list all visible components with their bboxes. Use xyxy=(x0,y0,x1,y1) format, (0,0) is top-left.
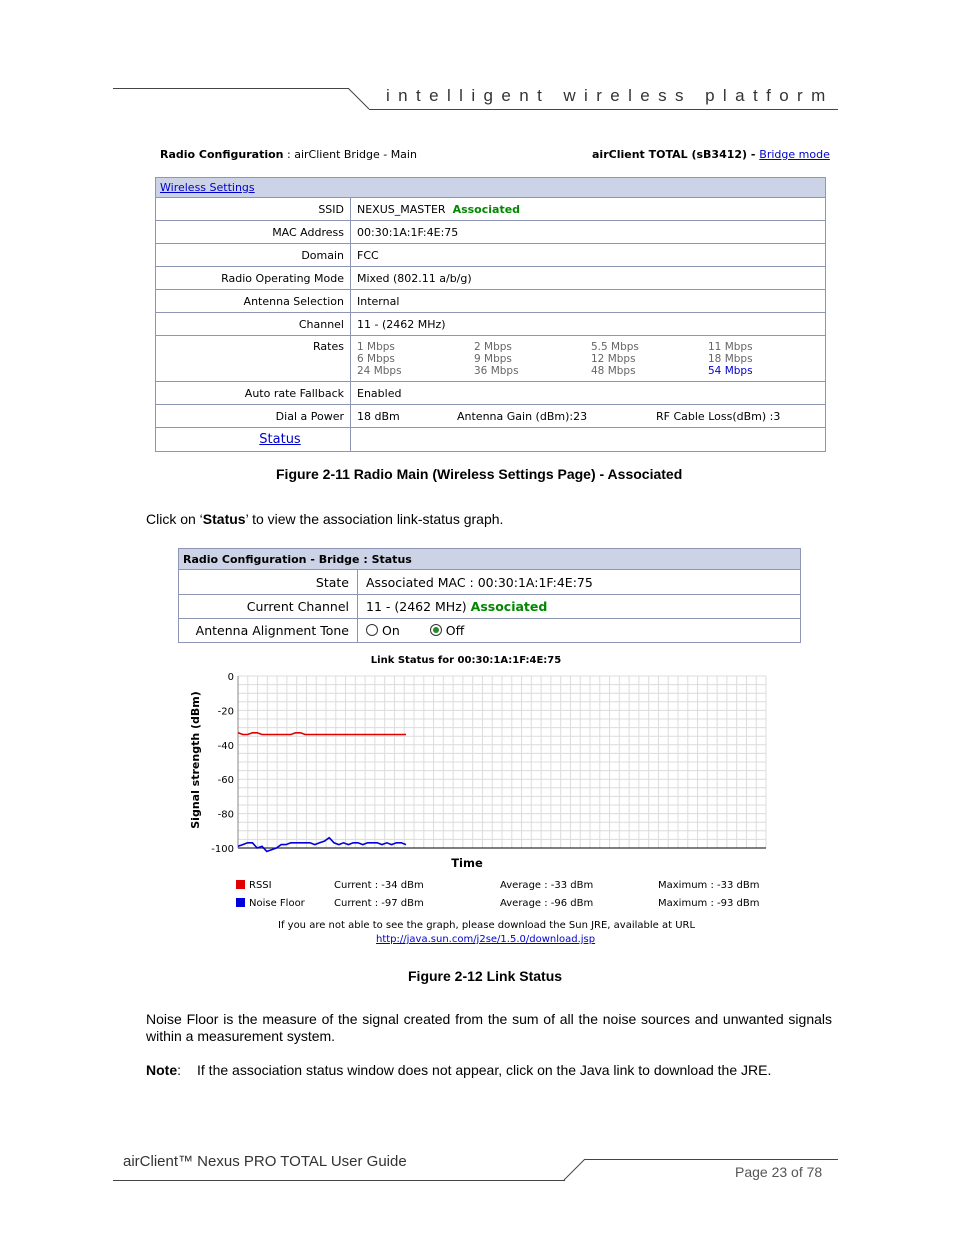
tone-off-label: Off xyxy=(445,623,465,638)
wireless-settings-link[interactable]: Wireless Settings xyxy=(160,181,255,194)
mac-label: MAC Address xyxy=(156,221,351,244)
bridge-mode-link[interactable]: Bridge mode xyxy=(759,148,830,161)
figure2-caption: Figure 2-12 Link Status xyxy=(408,968,563,984)
rate-item-selected: 54 Mbps xyxy=(708,364,753,377)
instruction-text: Click on ‘Status’ to view the association link-status graph. xyxy=(146,511,504,527)
rate-item: 6 Mbps xyxy=(357,352,395,365)
domain-value: FCC xyxy=(351,244,826,267)
power-row xyxy=(351,405,826,428)
note: Note: If the association status window does not appear, click on the Java link to download the JRE. xyxy=(146,1062,772,1078)
status-link[interactable]: Status xyxy=(259,432,301,447)
state-label: State xyxy=(179,570,358,595)
note-text: If the association status window does not appear, click on the Java link to download the JRE. xyxy=(197,1062,772,1078)
header-rule-right xyxy=(369,109,838,110)
rate-item: 24 Mbps xyxy=(357,364,402,377)
jre-note: If you are not able to see the graph, please download the Sun JRE, available at URL xyxy=(278,920,696,931)
channel-value: 11 - (2462 MHz) xyxy=(351,313,826,336)
status-header: Radio Configuration - Bridge : Status xyxy=(179,549,801,570)
wireless-settings-table xyxy=(155,177,826,452)
tone-label: Antenna Alignment Tone xyxy=(179,619,358,643)
tone-options xyxy=(358,619,801,643)
ssid-label: SSID xyxy=(156,198,351,221)
y-tick-label: -100 xyxy=(211,844,234,855)
y-tick-label: -80 xyxy=(217,809,234,821)
y-axis-ticks xyxy=(211,672,234,855)
power-value: 18 dBm xyxy=(357,409,400,423)
y-tick-label: -20 xyxy=(217,706,234,718)
noise-swatch xyxy=(236,898,245,907)
rate-item: 36 Mbps xyxy=(474,364,519,377)
y-tick-label: -60 xyxy=(217,775,234,787)
noise-floor-paragraph: Noise Floor is the measure of the signal created from the sum of all the noise sources and unwanted signals within a measurement system. xyxy=(146,1011,832,1044)
rssi-swatch xyxy=(236,880,245,889)
chart-lines xyxy=(238,733,406,852)
rate-item: 12 Mbps xyxy=(591,352,636,365)
rssi-line xyxy=(238,733,406,735)
y-tick-label: 0 xyxy=(227,672,234,683)
rates-grid xyxy=(351,336,826,382)
link-status-chart xyxy=(178,650,800,880)
x-axis-label: Time xyxy=(451,856,483,870)
channel-label: Channel xyxy=(156,313,351,336)
footer-rule-left xyxy=(113,1180,565,1181)
ssid-value: NEXUS_MASTER Associated xyxy=(351,198,826,221)
state-value: Associated MAC : 00:30:1A:1F:4E:75 xyxy=(358,570,801,595)
rate-item: 11 Mbps xyxy=(708,340,753,353)
header-rule-left xyxy=(113,88,349,89)
current-channel-label: Current Channel xyxy=(179,595,358,619)
footer-guide-title: airClient™ Nexus PRO TOTAL User Guide xyxy=(123,1153,407,1170)
tone-on-radio[interactable] xyxy=(366,624,378,636)
cable-loss: RF Cable Loss(dBm) :3 xyxy=(656,409,781,423)
rate-item: 18 Mbps xyxy=(708,352,753,365)
footer-rule-slant xyxy=(563,1158,587,1182)
rate-item: 5.5 Mbps xyxy=(591,340,639,353)
figure1-device: airClient TOTAL (sB3412) - Bridge mode xyxy=(592,148,830,161)
antenna-label: Antenna Selection xyxy=(156,290,351,313)
mac-value: 00:30:1A:1F:4E:75 xyxy=(351,221,826,244)
rate-item: 2 Mbps xyxy=(474,340,512,353)
jre-link[interactable]: http://java.sun.com/j2se/1.5.0/download.jsp xyxy=(376,934,596,945)
mode-value: Mixed (802.11 a/b/g) xyxy=(351,267,826,290)
chart-title: Link Status for 00:30:1A:1F:4E:75 xyxy=(370,655,562,666)
footer-page-number: Page 23 of 78 xyxy=(735,1164,823,1180)
tone-on-label: On xyxy=(382,623,400,638)
legend-rssi: RSSI Current : -34 dBm Average : -33 dBm Maximum : -33 dBm xyxy=(236,880,759,891)
link-status-graph xyxy=(178,650,800,960)
tone-off-radio[interactable] xyxy=(430,624,442,636)
rate-item: 48 Mbps xyxy=(591,364,636,377)
fallback-value: Enabled xyxy=(351,382,826,405)
header-rule-slant xyxy=(348,88,372,110)
antenna-gain: Antenna Gain (dBm):23 xyxy=(457,409,588,423)
ssid-status: Associated xyxy=(452,202,521,216)
y-axis-label: Signal strength (dBm) xyxy=(189,691,202,829)
rate-item: 1 Mbps xyxy=(357,340,395,353)
figure1-caption: Figure 2-11 Radio Main (Wireless Settings Page) - Associated xyxy=(276,466,683,482)
figure1-title: Radio Configuration : airClient Bridge - Main xyxy=(160,148,417,161)
current-channel-value: 11 - (2462 MHz) Associated xyxy=(358,595,801,619)
domain-label: Domain xyxy=(156,244,351,267)
footer-rule-right xyxy=(585,1159,838,1160)
chart-grid xyxy=(238,676,766,848)
header-tagline: intelligent wireless platform xyxy=(386,86,834,105)
rates-label: Rates xyxy=(156,336,351,382)
power-label: Dial a Power xyxy=(156,405,351,428)
status-table xyxy=(178,548,801,643)
fallback-label: Auto rate Fallback xyxy=(156,382,351,405)
rate-item: 9 Mbps xyxy=(474,352,512,365)
antenna-value: Internal xyxy=(351,290,826,313)
mode-label: Radio Operating Mode xyxy=(156,267,351,290)
legend-noise: Noise Floor Current : -97 dBm Average : -96 dBm Maximum : -93 dBm xyxy=(236,898,759,909)
y-tick-label: -40 xyxy=(217,740,234,752)
channel-status: Associated xyxy=(470,599,548,614)
